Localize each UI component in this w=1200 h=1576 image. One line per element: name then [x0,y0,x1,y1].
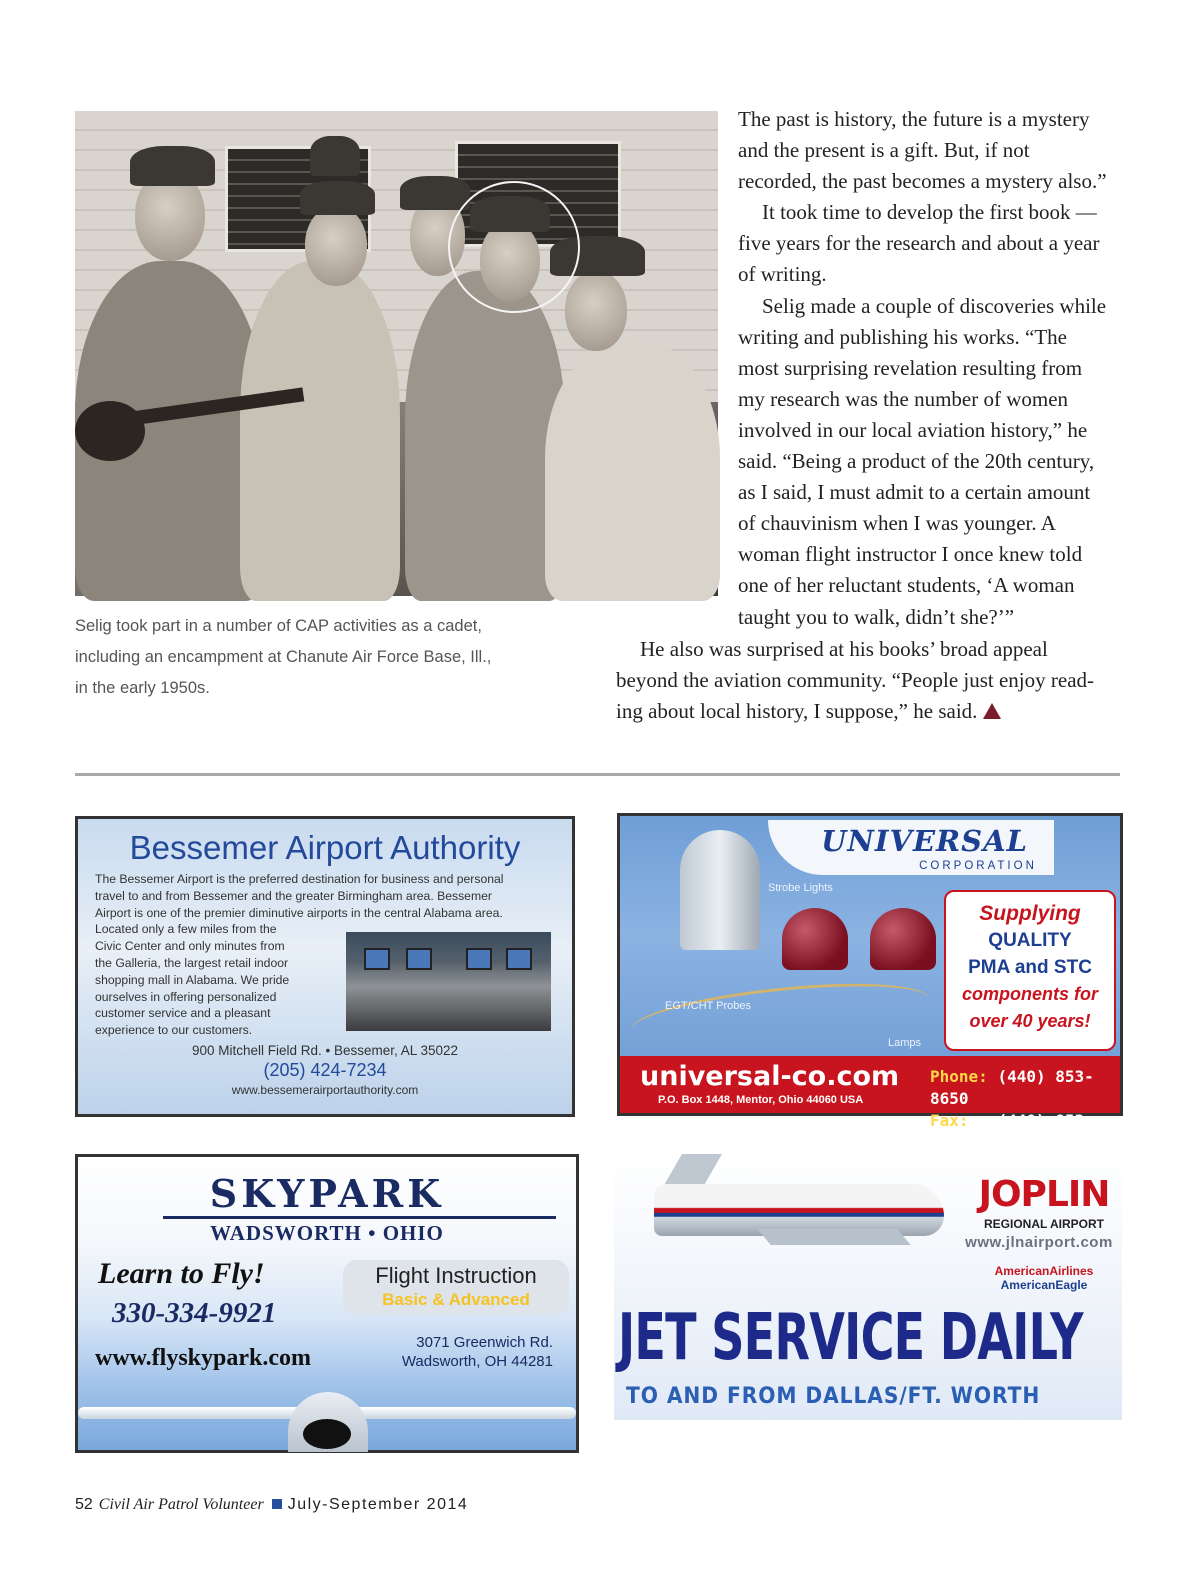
highlight-circle [448,181,580,313]
ad-joplin-airport[interactable] [614,1154,1122,1420]
end-of-article-icon [983,703,1001,719]
ad-contact: Phone: (440) 853-8650 Fax: (440) 853-8651 [930,1067,1094,1152]
ad-logo: JOPLIN [978,1174,1110,1215]
red-lens-icon [782,908,848,970]
probe-wire-icon [628,972,932,1056]
cockpit-photo [346,932,551,1031]
ad-logo-subtitle: CORPORATION [919,860,1037,872]
airline-logo: AmericanAirlines AmericanEagle [994,1264,1094,1292]
strobe-light-icon [680,830,760,950]
ad-title: SKYPARK [209,1171,445,1216]
ad-phone: (205) 424-7234 [263,1060,387,1080]
ad-address: 900 Mitchell Field Rd. • Bessemer, AL 35022 [191,1043,459,1058]
photo-caption: Selig took part in a number of CAP activities as a cadet, including an encampment at Chanute Air Force Base, Ill., in the early 1950s. [75,617,492,697]
ad-logo-subtitle: REGIONAL AIRPORT [983,1217,1104,1231]
ad-location: WADSWORTH • OHIO [210,1221,444,1245]
ad-title: Bessemer Airport Authority [129,829,521,866]
ad-phone: 330-334-9921 [112,1297,277,1329]
ad-universal-corporation[interactable] [617,813,1123,1152]
ad-headline: JET SERVICE DAILY [618,1301,1083,1375]
ad-promo-box: Supplying QUALITY PMA and STC components for over 40 years! [944,890,1116,1051]
magazine-title: Civil Air Patrol Volunteer [98,1496,264,1513]
ad-service: Flight Instruction [375,1263,537,1288]
red-lens-icon [870,908,936,970]
article-right-column: The past is history, the future is a mystery and the present is a gift. But, if not recorded, the past becomes a mystery also.” It took time to develop the first book — five years for the research and about a year of writing. Selig made a couple of discoveries while writing and publishing his works. “The most surprising revelation resulting from my research was the number of women involved in our local aviation history,” he said. “Being a product of the 20th century, as I said, I must admit to a certain amount of chauvinism when I was younger. A woman flight instructor I once knew told one of her reluctant students, ‘A woman taught you to walk, didn’t she?’” [738,107,1107,629]
ad-website[interactable]: universal-co.com [640,1061,900,1092]
ad-skypark[interactable] [75,1154,579,1453]
section-divider [75,773,1120,776]
ad-address: 3071 Greenwich Rd. Wadsworth, OH 44281 [401,1334,553,1370]
article-closing-paragraph: He also was surprised at his books’ broad appeal beyond the aviation community. “People just enjoy read- ing about local history, I suppose,” he said. [616,637,1095,724]
label-strobe: Strobe Lights [768,882,833,894]
issue-date: July-September 2014 [287,1496,469,1513]
ad-description: The Bessemer Airport is the preferred destination for business and personal travel to and from Bessemer and the greater Birmingham area. Bessemer Airport is one of the premier diminutive airports in the central Alabama area. Located only a few miles from the Civic Center and only minutes from the Galleria, the largest retail indoor shopping mall in Alabama. We pride ourselves in offering personalized customer service and a pleasant experience to our customers. [95,872,504,1038]
ad-logo: UNIVERSAL [821,824,1028,858]
ad-service-level: Basic & Advanced [382,1290,530,1309]
label-lamps: Lamps [888,1037,922,1049]
ad-website[interactable]: www.jlnairport.com [965,1234,1113,1251]
ad-subheadline: TO AND FROM DALLAS/FT. WORTH [626,1384,1041,1409]
historical-photo [75,111,718,596]
propeller-icon [303,1419,351,1449]
page-footer [75,1496,468,1514]
ad-bessemer-airport[interactable] [75,816,575,1117]
square-bullet-icon [272,1499,282,1509]
ad-website[interactable]: www.flyskypark.com [95,1345,312,1371]
page-number: 52 [75,1496,93,1513]
ad-url[interactable]: www.bessemerairportauthority.com [231,1083,419,1097]
label-probes: EGT/CHT Probes [665,1000,751,1012]
ad-tagline: Learn to Fly! [98,1257,265,1290]
ad-address: P.O. Box 1448, Mentor, Ohio 44060 USA [658,1094,864,1106]
